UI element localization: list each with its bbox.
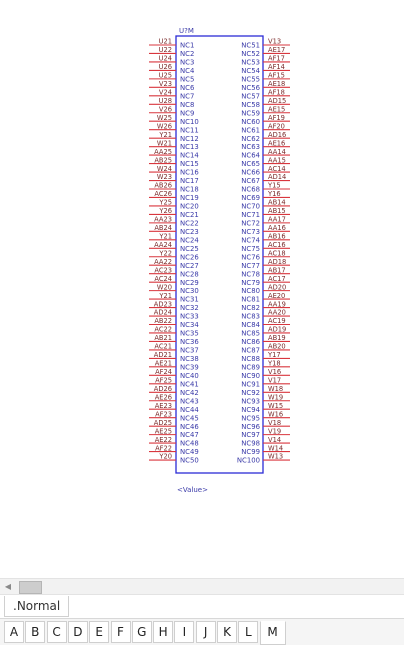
pin-name: NC93	[241, 397, 260, 406]
pin-name: NC5	[180, 75, 195, 84]
pin-number: V13	[268, 37, 282, 46]
pin-name: NC31	[180, 295, 199, 304]
pin-name: NC90	[241, 371, 260, 380]
pin-name: NC45	[180, 414, 199, 423]
pin-name: NC79	[241, 278, 260, 287]
pin-name: NC35	[180, 329, 199, 338]
pin-number: AF14	[268, 63, 285, 72]
pin-number: AA15	[268, 156, 286, 165]
pin-number: Y26	[159, 207, 172, 216]
unit-tab-c[interactable]: C	[47, 621, 67, 643]
pin-number: AE26	[154, 393, 172, 402]
pin-name: NC49	[180, 448, 199, 457]
pin-number: AB16	[268, 232, 286, 241]
pin-number: AF17	[268, 54, 285, 63]
pin-number: AC14	[268, 164, 286, 173]
pin-number: AB17	[268, 266, 286, 275]
pin-name: NC24	[180, 236, 199, 245]
pin-number: AC18	[268, 249, 286, 258]
pin-name: NC47	[180, 431, 199, 440]
pin-name: NC12	[180, 134, 199, 143]
pin-number: AD18	[268, 257, 287, 266]
pin-number: Y25	[159, 198, 172, 207]
pin-name: NC22	[180, 219, 199, 228]
pin-name: NC9	[180, 109, 195, 118]
pin-name: NC42	[180, 388, 199, 397]
pin-number: U26	[158, 63, 172, 72]
pin-name: NC70	[241, 202, 260, 211]
pin-name: NC54	[241, 67, 260, 76]
pin-name: NC83	[241, 312, 260, 321]
pin-number: W20	[156, 283, 172, 292]
pin-number: U28	[158, 96, 172, 105]
pin-number: Y21	[159, 232, 172, 241]
pin-name: NC3	[180, 58, 195, 67]
pin-name: NC20	[180, 202, 199, 211]
pin-name: NC30	[180, 287, 199, 296]
pin-name: NC4	[180, 67, 195, 76]
pin-name: NC56	[241, 83, 260, 92]
pin-number: Y18	[268, 359, 281, 368]
pin-number: AA22	[154, 257, 172, 266]
pin-name: NC85	[241, 329, 260, 338]
pin-number: AE17	[268, 46, 286, 55]
pin-name: NC86	[241, 338, 260, 347]
pin-number: AA14	[268, 147, 286, 156]
pin-name: NC60	[241, 117, 260, 126]
pin-number: U24	[158, 54, 172, 63]
pin-name: NC40	[180, 371, 199, 380]
pin-name: NC72	[241, 219, 260, 228]
pin-number: AC19	[268, 317, 286, 326]
pin-name: NC78	[241, 270, 260, 279]
pin-number: AA25	[154, 147, 172, 156]
pin-name: NC29	[180, 278, 199, 287]
pin-number: AB20	[268, 342, 286, 351]
pin-number: V14	[268, 435, 282, 444]
pin-name: NC21	[180, 211, 199, 219]
pin-name: NC62	[241, 134, 260, 143]
pin-number: V26	[158, 105, 172, 114]
pin-number: AB21	[154, 334, 172, 343]
unit-tab-j[interactable]: J	[196, 621, 216, 643]
pin-name: NC32	[180, 304, 199, 313]
pin-number: AD15	[268, 96, 287, 105]
unit-tab-d[interactable]: D	[68, 621, 88, 643]
pin-number: V18	[268, 418, 282, 427]
pin-number: AF18	[268, 88, 285, 97]
pin-number: AD19	[268, 325, 287, 334]
pin-name: NC53	[241, 58, 260, 67]
unit-tab-b[interactable]: B	[25, 621, 45, 643]
pin-number: AD24	[153, 308, 172, 317]
pin-number: AF23	[155, 410, 172, 419]
pin-name: NC38	[180, 354, 199, 363]
pin-number: W19	[268, 393, 284, 402]
pin-number: AB24	[154, 224, 172, 233]
pin-name: NC96	[241, 422, 260, 431]
pin-number: AA20	[268, 308, 286, 317]
pin-number: AF24	[155, 368, 172, 377]
component-value-label: <Value>	[177, 486, 208, 494]
unit-tab-e[interactable]: E	[89, 621, 109, 643]
pin-name: NC37	[180, 346, 199, 355]
pin-name: NC92	[241, 388, 260, 397]
pin-name: NC8	[180, 100, 195, 109]
pin-number: AD16	[268, 130, 287, 139]
pin-name: NC46	[180, 422, 199, 431]
pin-number: V23	[158, 80, 172, 89]
pin-number: U25	[158, 71, 172, 80]
pin-name: NC18	[180, 185, 199, 194]
pin-name: NC23	[180, 227, 199, 236]
pin-number: AB19	[268, 334, 286, 343]
part-tab-bar	[0, 594, 404, 619]
pin-number: AB14	[268, 198, 286, 207]
component-designator: U?M	[179, 27, 194, 35]
pin-name: NC50	[180, 456, 199, 465]
pin-number: AF20	[268, 122, 285, 131]
pin-number: AD25	[153, 418, 172, 427]
pin-name: NC82	[241, 304, 260, 313]
pin-number: AD23	[153, 300, 172, 309]
pin-name: NC19	[180, 194, 199, 203]
pin-name: NC39	[180, 363, 199, 372]
pin-number: AD14	[268, 173, 287, 182]
pin-number: AA19	[268, 300, 286, 309]
pin-name: NC13	[180, 143, 199, 152]
pin-name: NC26	[180, 253, 199, 262]
pin-name: NC17	[180, 177, 199, 186]
pin-number: AF15	[268, 71, 285, 80]
pin-number: AE15	[268, 105, 286, 114]
pin-name: NC65	[241, 160, 260, 169]
pin-name: NC55	[241, 75, 260, 84]
pin-number: AB22	[154, 317, 172, 326]
pin-number: Y16	[268, 190, 281, 199]
pin-name: NC99	[241, 448, 260, 457]
pin-number: AC24	[154, 274, 172, 283]
pin-name: NC88	[241, 354, 260, 363]
pin-number: W21	[156, 139, 172, 148]
pin-name: NC6	[180, 83, 195, 92]
pin-number: W13	[268, 452, 284, 461]
scroll-thumb[interactable]	[19, 581, 42, 594]
pin-name: NC74	[241, 236, 260, 245]
pin-number: AF19	[268, 113, 285, 122]
pin-name: NC16	[180, 168, 199, 177]
pin-number: Y15	[268, 181, 281, 190]
pin-number: AC26	[154, 190, 172, 199]
pin-number: AF22	[155, 444, 172, 453]
unit-tab-i[interactable]: I	[174, 621, 194, 643]
pin-name: NC41	[180, 380, 199, 389]
pin-name: NC100	[236, 456, 260, 465]
triangle-left-icon[interactable]: ◀	[4, 582, 12, 591]
pin-number: AC22	[154, 325, 172, 334]
pin-number: AE18	[268, 80, 286, 89]
pin-number: AE22	[154, 435, 172, 444]
pin-name: NC69	[241, 194, 260, 203]
pin-number: W14	[268, 444, 284, 453]
pin-name: NC80	[241, 287, 260, 296]
pin-name: NC71	[241, 211, 260, 219]
unit-tab-k[interactable]: K	[217, 621, 237, 643]
pin-number: AC21	[154, 342, 172, 351]
pin-number: AE21	[154, 359, 172, 368]
pin-number: W15	[268, 401, 284, 410]
pin-name: NC52	[241, 50, 260, 59]
pin-number: AA16	[268, 224, 286, 233]
pin-name: NC98	[241, 439, 260, 448]
pin-number: AE23	[154, 401, 172, 410]
pin-number: U22	[158, 46, 172, 55]
unit-tab-a[interactable]: A	[4, 621, 24, 643]
pin-number: AD26	[153, 384, 172, 393]
pin-name: NC95	[241, 414, 260, 423]
pin-name: NC10	[180, 117, 199, 126]
pin-name: NC75	[241, 244, 260, 253]
unit-tab-f[interactable]: F	[111, 621, 131, 643]
pin-name: NC84	[241, 321, 260, 330]
pin-name: NC1	[180, 41, 195, 50]
pin-name: NC77	[241, 261, 260, 270]
unit-tab-m[interactable]: M	[260, 621, 286, 645]
pin-number: AA24	[154, 240, 172, 249]
unit-tab-g[interactable]: G	[132, 621, 152, 643]
pin-name: NC67	[241, 177, 260, 186]
pin-number: W18	[268, 384, 284, 393]
pin-number: U21	[158, 37, 172, 46]
pin-name: NC27	[180, 261, 199, 270]
pin-name: NC34	[180, 321, 199, 330]
pin-name: NC66	[241, 168, 260, 177]
pin-number: AB15	[268, 207, 286, 216]
pin-number: AE16	[268, 139, 286, 148]
pin-name: NC57	[241, 92, 260, 101]
pin-number: W25	[156, 113, 172, 122]
pin-name: NC11	[180, 126, 199, 135]
pin-name: NC97	[241, 431, 260, 440]
tab-normal[interactable]: .Normal	[4, 596, 69, 617]
pin-name: NC61	[241, 126, 260, 135]
pin-number: V17	[268, 376, 282, 385]
pin-name: NC89	[241, 363, 260, 372]
pin-number: W16	[268, 410, 284, 419]
pin-name: NC2	[180, 50, 195, 59]
pin-name: NC28	[180, 270, 199, 279]
pin-name: NC81	[241, 295, 260, 304]
pin-number: V24	[158, 88, 172, 97]
pin-number: W23	[156, 173, 172, 182]
pin-name: NC73	[241, 227, 260, 236]
pin-name: NC25	[180, 244, 199, 253]
pin-number: AA17	[268, 215, 286, 224]
pin-name: NC43	[180, 397, 199, 406]
pin-number: AD20	[268, 283, 287, 292]
pin-name: NC87	[241, 346, 260, 355]
pin-name: NC48	[180, 439, 199, 448]
pin-name: NC14	[180, 151, 199, 160]
pin-name: NC15	[180, 160, 199, 169]
pin-number: Y21	[159, 130, 172, 139]
pin-number: V16	[268, 368, 282, 377]
pin-number: AC23	[154, 266, 172, 275]
pin-number: W26	[156, 122, 172, 131]
pin-number: Y21	[159, 291, 172, 300]
pin-name: NC51	[241, 41, 260, 50]
unit-tab-h[interactable]: H	[153, 621, 173, 643]
pin-number: AF25	[155, 376, 172, 385]
pin-name: NC68	[241, 185, 260, 194]
pin-number: Y20	[159, 452, 172, 461]
pin-number: AB25	[154, 156, 172, 165]
pin-number: AB26	[154, 181, 172, 190]
pin-name: NC91	[241, 380, 260, 389]
pin-name: NC58	[241, 100, 260, 109]
pin-name: NC36	[180, 338, 199, 347]
unit-tab-bar	[0, 618, 404, 645]
pin-name: NC59	[241, 109, 260, 118]
pin-number: AC16	[268, 240, 286, 249]
pin-number: Y22	[159, 249, 172, 258]
pin-name: NC44	[180, 405, 199, 414]
pin-number: AE20	[268, 291, 286, 300]
pin-name: NC94	[241, 405, 260, 414]
pin-name: NC76	[241, 253, 260, 262]
pin-number: AA23	[154, 215, 172, 224]
horizontal-scrollbar[interactable]	[0, 578, 404, 595]
pin-name: NC7	[180, 92, 195, 101]
pin-number: AE25	[154, 427, 172, 436]
pin-number: Y17	[268, 351, 281, 360]
pin-number: AD21	[153, 351, 172, 360]
pin-number: V19	[268, 427, 282, 436]
unit-tab-l[interactable]: L	[238, 621, 258, 643]
pin-number: W24	[156, 164, 172, 173]
pin-name: NC63	[241, 143, 260, 152]
pin-number: AC17	[268, 274, 286, 283]
pin-name: NC33	[180, 312, 199, 321]
pin-name: NC64	[241, 151, 260, 160]
